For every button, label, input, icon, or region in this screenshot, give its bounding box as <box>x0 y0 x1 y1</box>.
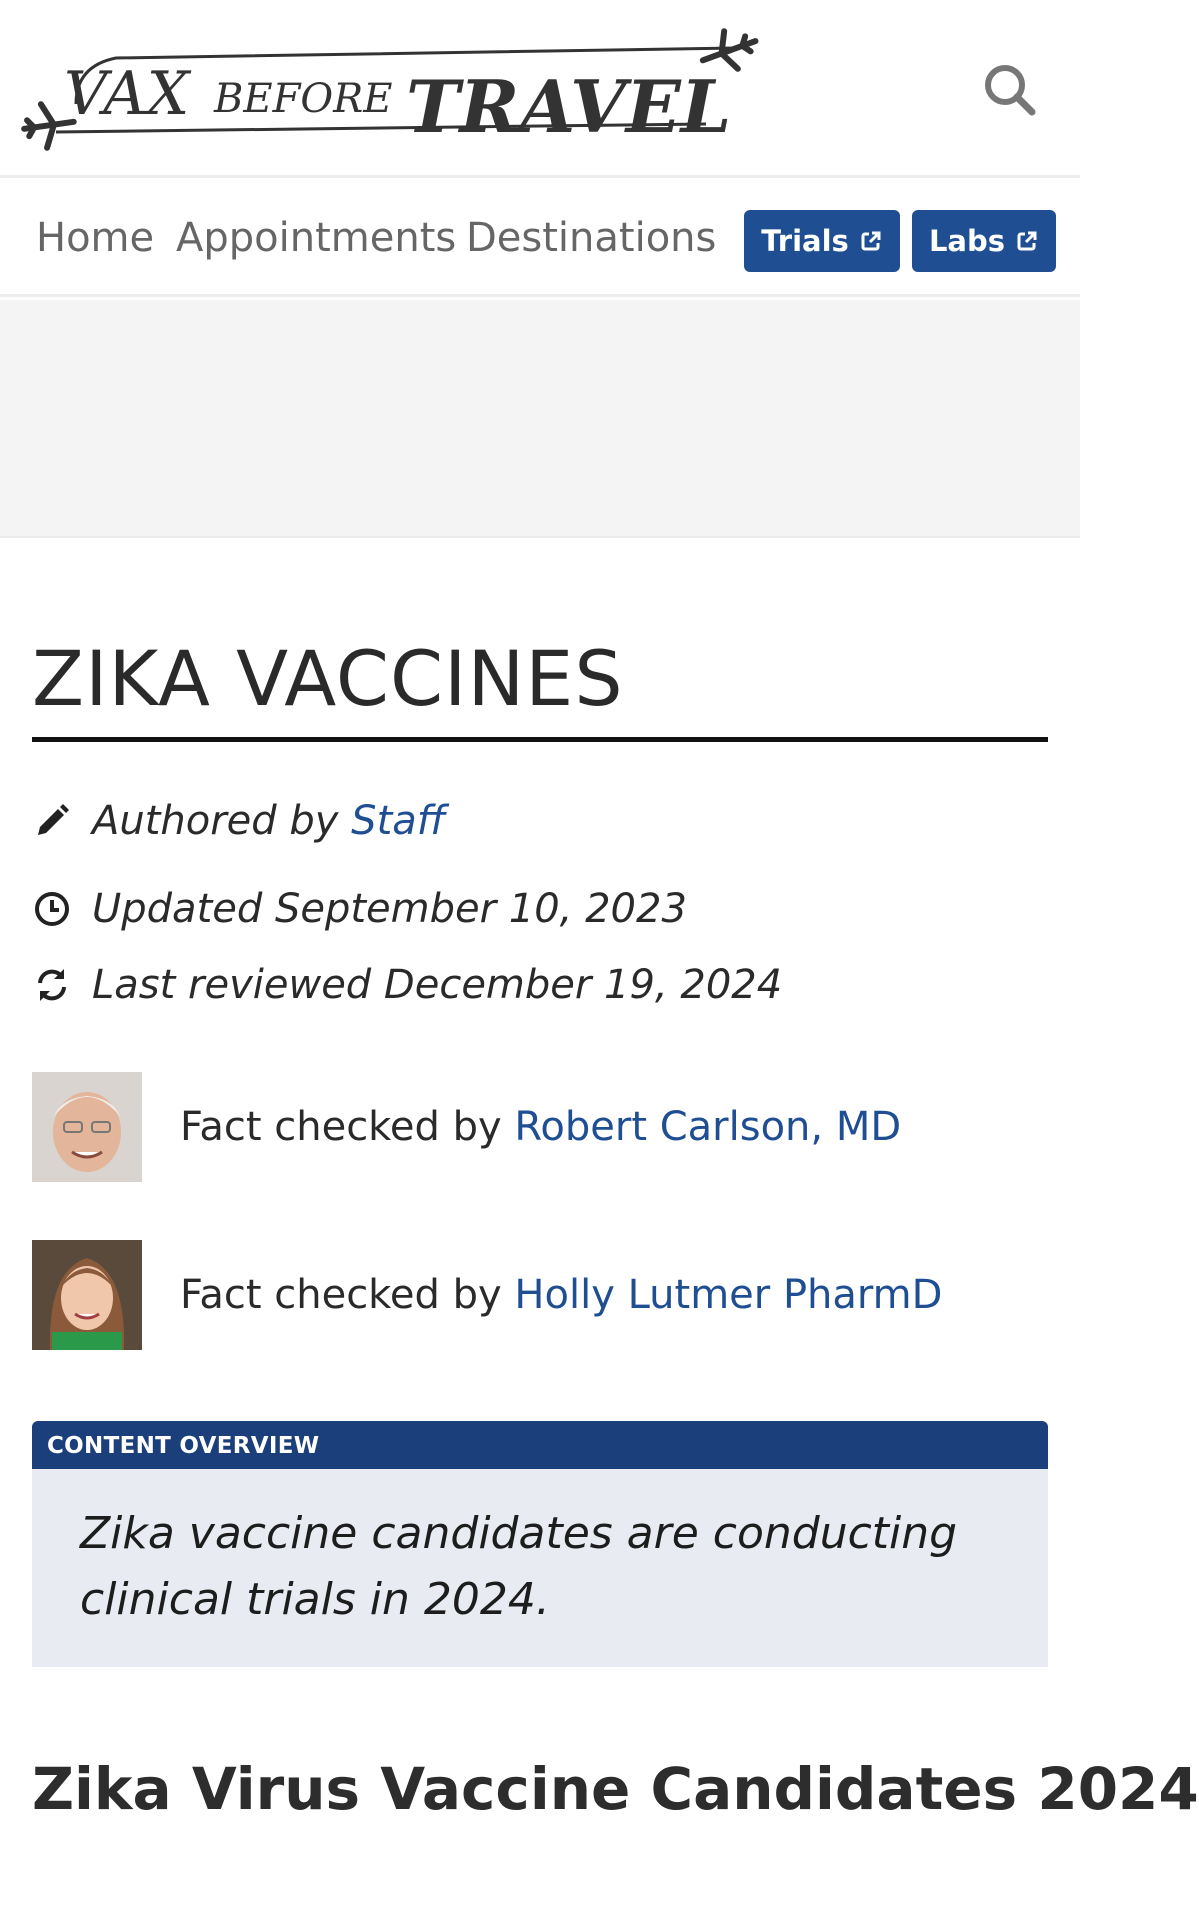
refresh-icon <box>32 965 72 1005</box>
logo-word-before: BEFORE <box>214 76 393 122</box>
fact-checker-row <box>32 1072 901 1182</box>
section-heading: Zika Virus Vaccine Candidates 2024 <box>32 1755 1199 1823</box>
author-prefix: Authored by <box>92 798 339 844</box>
search-icon <box>978 58 1042 122</box>
main-nav <box>0 181 1080 297</box>
external-link-icon <box>1015 229 1039 253</box>
search-button[interactable] <box>978 58 1042 122</box>
overview-line-2: clinical trials in 2024. <box>80 1574 550 1625</box>
labs-button[interactable] <box>912 210 1056 272</box>
trials-button-label: Trials <box>761 224 849 258</box>
title-divider <box>32 737 1048 742</box>
avatar[interactable] <box>32 1072 142 1182</box>
updated-date: Updated September 10, 2023 <box>92 886 687 932</box>
fact-checker-row <box>32 1240 942 1350</box>
site-header <box>0 0 1080 178</box>
labs-button-label: Labs <box>928 224 1006 258</box>
overview-line-1: Zika vaccine candidates are conducting <box>80 1508 958 1559</box>
nav-link-appointments[interactable]: Appointments <box>176 215 457 261</box>
logo-word-travel: TRAVEL <box>406 64 732 149</box>
avatar[interactable] <box>32 1240 142 1350</box>
external-link-icon <box>859 229 883 253</box>
content-overview-box <box>32 1421 1048 1667</box>
reviewed-date: Last reviewed December 19, 2024 <box>92 962 783 1008</box>
clock-icon <box>32 889 72 929</box>
ad-placeholder <box>0 300 1080 538</box>
overview-heading: CONTENT OVERVIEW <box>32 1421 1048 1469</box>
author-link[interactable]: Staff <box>351 798 446 844</box>
pencil-icon <box>32 801 72 841</box>
fact-checker-link[interactable]: Robert Carlson, MD <box>514 1104 902 1150</box>
logo-word-vax: VAX <box>64 59 190 129</box>
updated-line <box>32 886 687 932</box>
logo-graphic <box>16 28 766 158</box>
fact-checker-link[interactable]: Holly Lutmer PharmD <box>514 1272 943 1318</box>
author-line <box>32 798 446 844</box>
trials-button[interactable] <box>744 210 900 272</box>
fact-checker-prefix: Fact checked by <box>180 1104 515 1150</box>
reviewed-line <box>32 962 782 1008</box>
nav-link-destinations[interactable]: Destinations <box>466 215 717 261</box>
overview-text <box>32 1469 1048 1633</box>
page-title: ZIKA VACCINES <box>32 634 624 723</box>
nav-link-home[interactable]: Home <box>36 215 155 261</box>
site-logo[interactable] <box>16 28 766 158</box>
fact-checker-prefix: Fact checked by <box>180 1272 515 1318</box>
